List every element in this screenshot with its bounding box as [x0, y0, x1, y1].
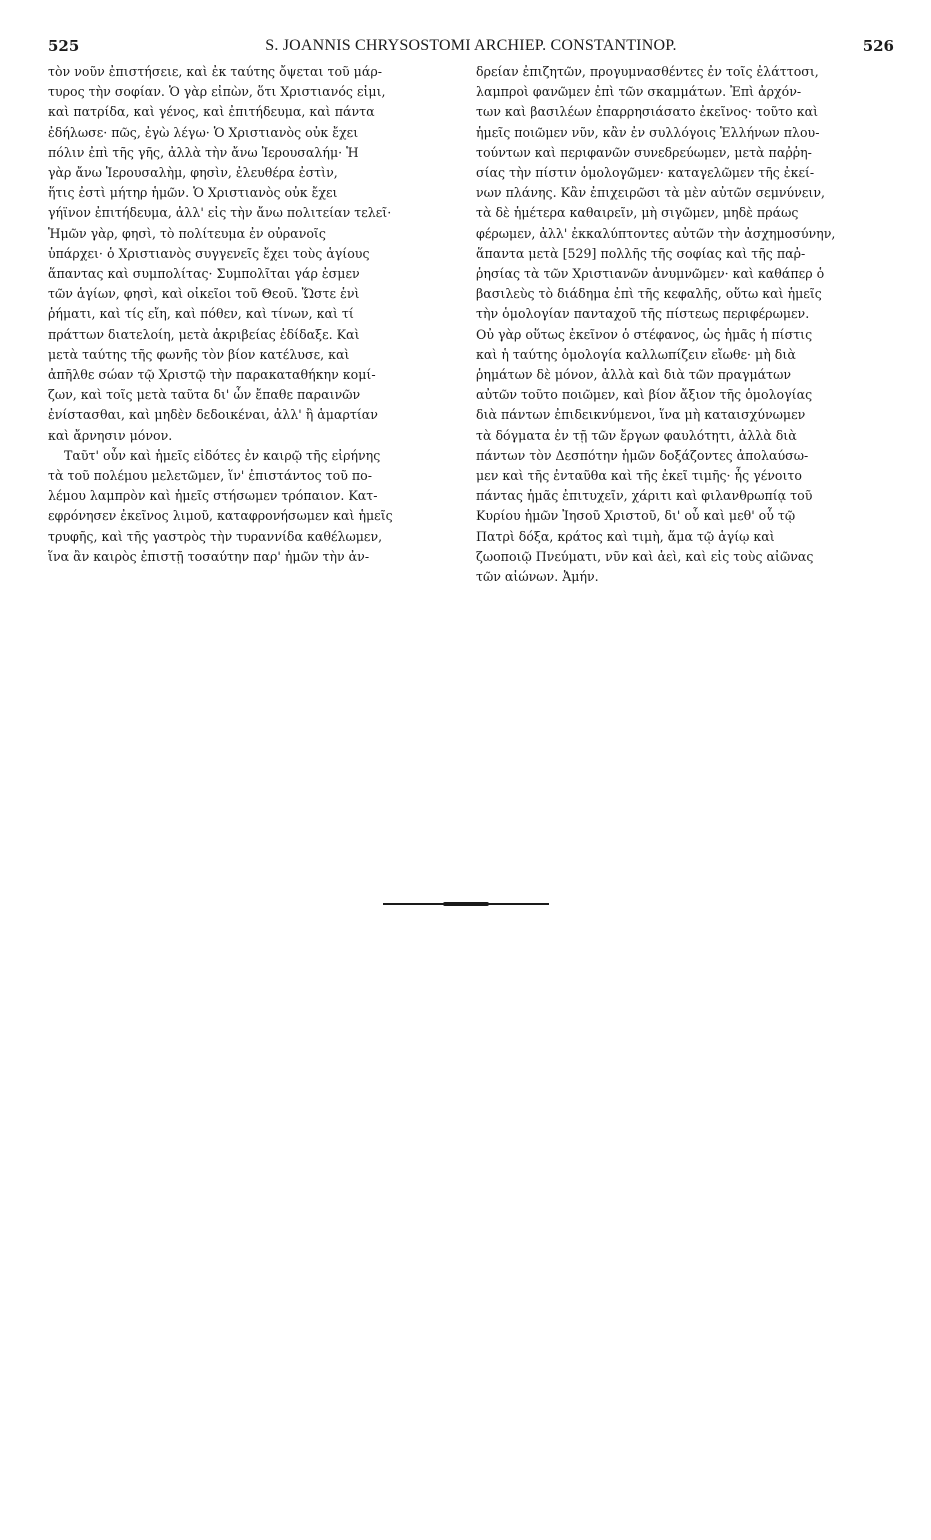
text-line: δρείαν ἐπιζητῶν, προγυμνασθέντες ἐν τοῖς ἐλάττοσι, [476, 64, 819, 79]
text-line: βασιλεὺς τὸ διάδημα ἐπὶ τῆς κεφαλῆς, οὕτω καὶ ἡμεῖς [476, 286, 822, 302]
text-line: τὴν ὁμολογίαν πανταχοῦ τῆς πίστεως περιφέρωμεν. [476, 306, 810, 322]
text-line: τυρος τὴν σοφίαν. Ὁ γὰρ εἰπὼν, ὅτι Χριστιανός εἰμι, [48, 84, 386, 100]
text-line: καὶ ἡ ταύτης ὁμολογία καλλωπίζειν εἴωθε· μὴ διὰ [476, 346, 796, 362]
text-line: μεν καὶ τῆς ἐνταῦθα καὶ τῆς ἐκεῖ τιμῆς· ἧς γένοιτο [476, 468, 802, 484]
right-column [476, 62, 894, 587]
text-line: ἡμεῖς ποιῶμεν νῦν, κἂν ἐν συλλόγοις Ἑλλήνων πλου- [476, 124, 820, 140]
text-line: Κυρίου ἡμῶν Ἰησοῦ Χριστοῦ, δι' οὗ καὶ μεθ' οὗ τῷ [476, 508, 796, 524]
text-line: ῥημάτων δὲ μόνον, ἀλλὰ καὶ διὰ τῶν πραγμάτων [476, 367, 792, 383]
text-line: γὰρ ἄνω Ἱερουσαλὴμ, φησὶν, ἐλευθέρα ἐστὶν, [48, 165, 338, 181]
page-number-right: 526 [862, 37, 894, 55]
text-line: Ἡμῶν γὰρ, φησὶ, τὸ πολίτευμα ἐν οὐρανοῖς [48, 225, 326, 241]
text-line: τούντων καὶ περιφανῶν συνεδρεύωμεν, μετὰ παῤῥη- [476, 144, 812, 160]
text-line: Οὐ γὰρ οὕτως ἐκεῖνον ὁ στέφανος, ὡς ἡμᾶς ἡ πίστις [476, 326, 813, 342]
text-line: ζωοποιῷ Πνεύματι, νῦν καὶ ἀεὶ, καὶ εἰς τοὺς αἰῶνας [476, 548, 814, 564]
text-line: ἵνα ἂν καιρὸς ἐπιστῇ τοσαύτην παρ' ἡμῶν τὴν ἀν- [48, 548, 370, 564]
text-line: αὐτῶν τοῦτο ποιῶμεν, καὶ βίον ἄξιον τῆς ὁμολογίας [476, 387, 813, 403]
text-line: τὰ δόγματα ἐν τῇ τῶν ἔργων φαυλότητι, ἀλλὰ διὰ [476, 427, 797, 443]
end-divider-rule [383, 902, 549, 906]
text-line: πόλιν ἐπὶ τῆς γῆς, ἀλλὰ τὴν ἄνω Ἱερουσαλήμ· Ἡ [48, 144, 359, 160]
text-line: νων πλάνης. Κἂν ἐπιχειρῶσι τὰ μὲν αὐτῶν σεμνύνειν, [476, 185, 825, 201]
text-line: εφρόνησεν ἐκεῖνος λιμοῦ, καταφρονήσωμεν καὶ ἡμεῖς [48, 508, 393, 524]
text-line: ὑπάρχει· ὁ Χριστιανὸς συγγενεῖς ἔχει τοὺς ἁγίους [48, 245, 370, 261]
text-line: τὰ δὲ ἡμέτερα καθαιρεῖν, μὴ σιγῶμεν, μηδὲ πράως [476, 205, 799, 221]
left-column [48, 62, 466, 567]
text-line: λέμου λαμπρὸν καὶ ἡμεῖς στήσωμεν τρόπαιον. Κατ- [48, 488, 378, 504]
text-line: τὰ τοῦ πολέμου μελετῶμεν, ἵν' ἐπιστάντος τοῦ πο- [48, 468, 372, 484]
text-line: καὶ πατρίδα, καὶ γένος, καὶ ἐπιτήδευμα, καὶ πάντα [48, 104, 375, 120]
text-line: Πατρὶ δόξα, κράτος καὶ τιμὴ, ἅμα τῷ ἁγίῳ καὶ [476, 528, 775, 544]
text-line: διὰ πάντων ἐπιδεικνύμενοι, ἵνα μὴ καταισχύνωμεν [476, 407, 806, 423]
text-line: ῥήματι, καὶ τίς εἴη, καὶ πόθεν, καὶ τίνων, καὶ τί [48, 306, 354, 322]
text-line: πάντων τὸν Δεσπότην ἡμῶν δοξάζοντες ἀπολαύσω- [476, 447, 809, 463]
rule-ornament [443, 902, 489, 906]
text-line: ζων, καὶ τοῖς μετὰ ταῦτα δι' ὧν ἔπαθε παραινῶν [48, 387, 361, 403]
text-line: πράττων διατελοίη, μετὰ ἀκριβείας ἐδίδαξε. Καὶ [48, 326, 360, 342]
text-line: μετὰ ταύτης τῆς φωνῆς τὸν βίον κατέλυσε, καὶ [48, 346, 350, 362]
text-line: ἅπαντα μετὰ [529] πολλῆς τῆς σοφίας καὶ τῆς παῤ- [476, 245, 806, 261]
text-line: ἥτις ἐστὶ μήτηρ ἡμῶν. Ὁ Χριστιανὸς οὐκ ἔχει [48, 185, 338, 201]
text-line: τῶν ἁγίων, φησὶ, καὶ οἰκεῖοι τοῦ Θεοῦ. Ὥστε ἑνὶ [48, 286, 360, 302]
text-line: φέρωμεν, ἀλλ' ἐκκαλύπτοντες αὐτῶν τὴν ἀσχημοσύνην, [476, 225, 836, 241]
text-line: καὶ ἄρνησιν μόνον. [48, 427, 173, 443]
text-line: τῶν αἰώνων. Ἀμήν. [476, 569, 599, 585]
text-line: ῥησίας τὰ τῶν Χριστιανῶν ἀνυμνῶμεν· καὶ καθάπερ ὁ [476, 266, 825, 282]
running-header [48, 34, 894, 58]
page-number-left: 525 [48, 37, 80, 55]
text-line: ἐδήλωσε· πῶς, ἐγὼ λέγω· Ὁ Χριστιανὸς οὐκ ἔχει [48, 124, 359, 140]
text-line: γήϊνον ἐπιτήδευμα, ἀλλ' εἰς τὴν ἄνω πολιτείαν τελεῖ· [48, 205, 392, 221]
text-line: ἐνίστασθαι, καὶ μηδὲν δεδοικέναι, ἀλλ' ἢ ἁμαρτίαν [48, 407, 378, 423]
text-line: τρυφῆς, καὶ τῆς γαστρὸς τὴν τυραννίδα καθέλωμεν, [48, 528, 383, 544]
text-line: ἅπαντας καὶ συμπολίτας· Συμπολῖται γάρ ἐσμεν [48, 266, 360, 282]
text-line: τὸν νοῦν ἐπιστήσειε, καὶ ἐκ ταύτης ὄψεται τοῦ μάρ- [48, 64, 383, 79]
paragraph-start-line: Ταῦτ' οὖν καὶ ἡμεῖς εἰδότες ἐν καιρῷ τῆς εἰρήνης [64, 447, 381, 463]
text-line: πάντας ἡμᾶς ἐπιτυχεῖν, χάριτι καὶ φιλανθρωπίᾳ τοῦ [476, 488, 813, 504]
text-line: σίας τὴν πίστιν ὁμολογῶμεν· καταγελῶμεν τῆς ἐκεί- [476, 165, 815, 181]
text-line: λαμπροὶ φανῶμεν ἐπὶ τῶν σκαμμάτων. Ἐπὶ ἀρχόν- [476, 84, 802, 100]
text-line: των καὶ βασιλέων ἐπαρρησιάσατο ἐκεῖνος· τοῦτο καὶ [476, 104, 819, 120]
text-line: ἀπῆλθε σώαν τῷ Χριστῷ τὴν παρακαταθήκην κομί- [48, 367, 376, 383]
running-title: S. JOANNIS CHRYSOSTOMI ARCHIEP. CONSTANTINOP. [265, 37, 677, 54]
